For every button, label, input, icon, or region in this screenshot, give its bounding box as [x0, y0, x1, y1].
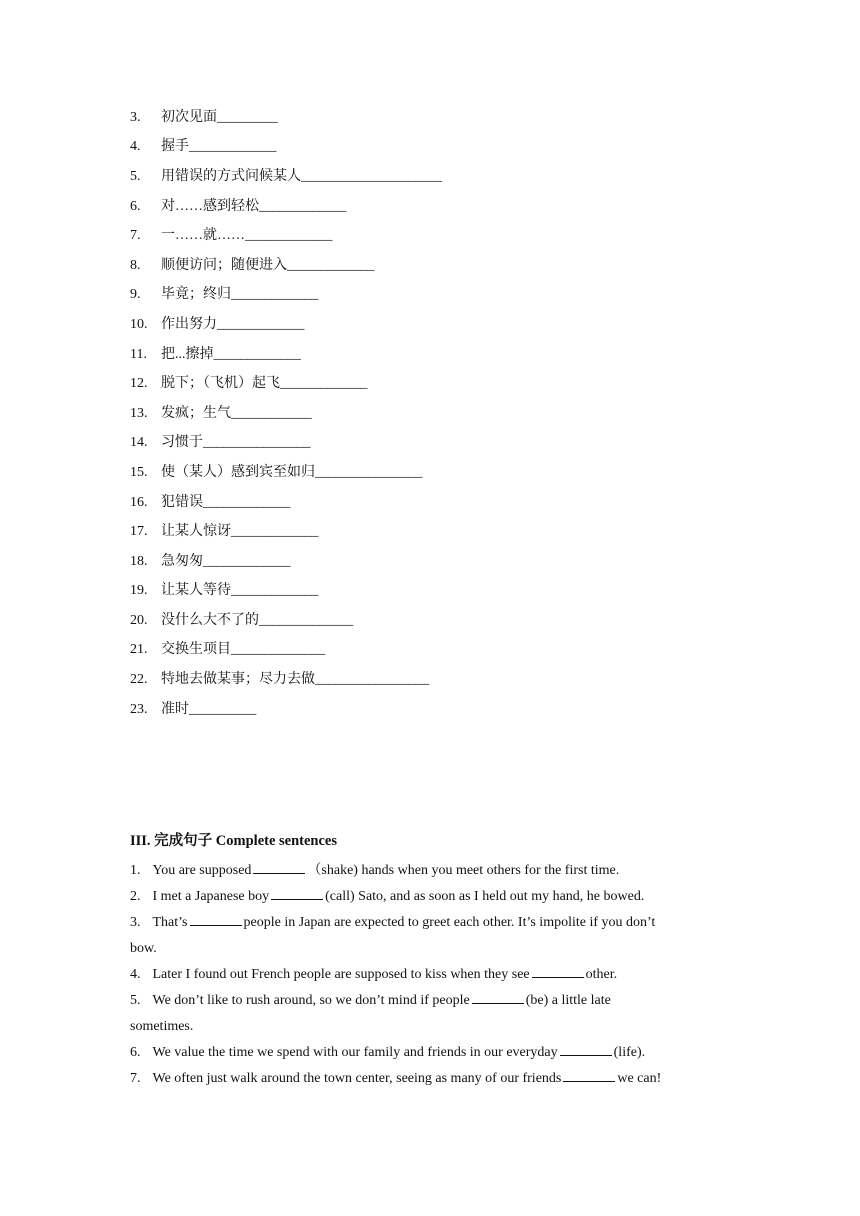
vocab-number: 7. — [130, 228, 141, 244]
vocab-number: 16. — [130, 494, 148, 510]
sentence-text: people in Japan are expected to greet each other. It’s impolite if you don’t — [243, 915, 656, 930]
vocab-blank[interactable]: _____________ — [280, 376, 368, 392]
vocab-blank[interactable]: _____________________ — [301, 168, 442, 184]
vocab-item — [130, 636, 750, 666]
sentence-item — [130, 884, 730, 910]
sentence-item — [130, 988, 730, 1040]
sentence-number: 6. — [130, 1045, 141, 1060]
vocab-text: 脱下；（飞机）起飞 — [161, 376, 280, 392]
vocab-item — [130, 251, 750, 281]
sentence-text: Later I found out French people are supposed to kiss when they see — [152, 967, 530, 982]
vocab-number: 13. — [130, 405, 148, 421]
vocab-number: 11. — [130, 346, 147, 362]
vocab-number: 9. — [130, 287, 141, 303]
vocab-number: 5. — [130, 168, 141, 184]
vocabulary-list — [130, 103, 750, 724]
sentence-continuation: bow. — [130, 941, 157, 956]
sentence-item — [130, 1040, 730, 1066]
vocab-blank[interactable]: _____________ — [217, 316, 305, 332]
vocab-item — [130, 369, 750, 399]
vocab-blank[interactable]: _____________ — [231, 583, 319, 599]
vocab-item — [130, 517, 750, 547]
sentence-number: 2. — [130, 889, 141, 904]
vocab-text: 作出努力 — [161, 316, 217, 332]
vocab-number: 19. — [130, 583, 148, 599]
vocab-item — [130, 103, 750, 133]
vocab-blank[interactable]: _____________ — [231, 524, 319, 540]
vocab-number: 8. — [130, 257, 141, 273]
answer-blank[interactable] — [563, 1067, 615, 1082]
vocab-text: 发疯；生气 — [161, 405, 231, 421]
vocab-text: 让某人等待 — [161, 583, 231, 599]
answer-blank[interactable] — [472, 989, 524, 1004]
vocab-item — [130, 340, 750, 370]
vocab-text: 对……感到轻松 — [161, 198, 259, 214]
vocab-item — [130, 399, 750, 429]
vocab-number: 21. — [130, 642, 148, 658]
vocab-item — [130, 665, 750, 695]
sentence-number: 1. — [130, 863, 141, 878]
vocab-text: 使（某人）感到宾至如归 — [161, 464, 315, 480]
sentence-number: 7. — [130, 1071, 141, 1086]
section-title: III. 完成句子 Complete sentences — [130, 833, 338, 849]
vocab-number: 6. — [130, 198, 141, 214]
vocab-number: 20. — [130, 612, 148, 628]
sentence-item — [130, 858, 730, 884]
sentence-text: You are supposed — [152, 863, 252, 878]
sentence-number: 5. — [130, 993, 141, 1008]
vocab-text: 让某人惊讶 — [161, 524, 231, 540]
vocab-item — [130, 606, 750, 636]
sentence-text: other. — [585, 967, 618, 982]
sentence-item — [130, 910, 730, 962]
vocab-blank[interactable]: ________________ — [203, 435, 311, 451]
vocab-number: 3. — [130, 109, 141, 125]
answer-blank[interactable] — [271, 885, 323, 900]
vocab-blank[interactable]: _________________ — [315, 672, 429, 688]
sentence-text: (be) a little late — [525, 993, 611, 1008]
vocab-blank[interactable]: _____________ — [287, 257, 375, 273]
answer-blank[interactable] — [532, 963, 584, 978]
vocab-text: 没什么大不了的 — [161, 612, 259, 628]
vocab-text: 犯错误 — [161, 494, 203, 510]
vocab-item — [130, 281, 750, 311]
vocab-blank[interactable]: _____________ — [213, 346, 301, 362]
vocab-blank[interactable]: _____________ — [245, 228, 333, 244]
vocab-item — [130, 133, 750, 163]
vocab-blank[interactable]: ____________ — [231, 405, 312, 421]
vocab-blank[interactable]: _____________ — [189, 139, 277, 155]
sentence-text: We often just walk around the town center, seeing as many of our friends — [152, 1071, 562, 1086]
vocab-blank[interactable]: ______________ — [231, 642, 325, 658]
vocab-number: 22. — [130, 672, 148, 688]
vocab-number: 10. — [130, 316, 148, 332]
sentence-text: That’s — [152, 915, 188, 930]
vocab-item — [130, 458, 750, 488]
vocab-item — [130, 162, 750, 192]
vocab-item — [130, 221, 750, 251]
sentence-number: 4. — [130, 967, 141, 982]
vocab-item — [130, 192, 750, 222]
vocab-blank[interactable]: _____________ — [203, 553, 291, 569]
sentence-list — [130, 858, 730, 1092]
sentence-text: (life). — [613, 1045, 646, 1060]
vocab-text: 用错误的方式问候某人 — [161, 168, 301, 184]
sentence-item — [130, 1066, 730, 1092]
vocab-text: 特地去做某事；尽力去做 — [161, 672, 315, 688]
vocab-item — [130, 488, 750, 518]
vocab-text: 顺便访问；随便进入 — [161, 257, 287, 273]
vocab-blank[interactable]: ______________ — [259, 612, 353, 628]
vocab-number: 23. — [130, 701, 148, 717]
vocab-number: 4. — [130, 139, 141, 155]
vocab-number: 15. — [130, 464, 148, 480]
sentence-number: 3. — [130, 915, 141, 930]
sentence-text: we can! — [617, 1071, 662, 1086]
vocab-blank[interactable]: _____________ — [203, 494, 291, 510]
vocab-item — [130, 310, 750, 340]
vocab-item — [130, 429, 750, 459]
vocab-text: 初次见面 — [161, 109, 217, 125]
vocab-text: 交换生项目 — [161, 642, 231, 658]
sentence-text: (call) Sato, and as soon as I held out my hand, he bowed. — [325, 889, 645, 904]
sentence-text: We value the time we spend with our family and friends in our everyday — [152, 1045, 558, 1060]
vocab-text: 一……就…… — [161, 228, 245, 244]
sentence-text: I met a Japanese boy — [152, 889, 270, 904]
vocab-text: 准时 — [161, 701, 189, 717]
vocab-blank[interactable]: _____________ — [231, 287, 319, 303]
answer-blank[interactable] — [253, 859, 305, 874]
vocab-item — [130, 547, 750, 577]
vocab-blank[interactable]: _________ — [217, 109, 278, 125]
sentence-continuation: sometimes. — [130, 1019, 194, 1034]
vocab-text: 毕竟；终归 — [161, 287, 231, 303]
sentence-text: （shake) hands when you meet others for the first time. — [307, 863, 620, 878]
vocab-blank[interactable]: ________________ — [315, 464, 423, 480]
vocab-number: 12. — [130, 376, 148, 392]
vocab-text: 习惯于 — [161, 435, 203, 451]
answer-blank[interactable] — [190, 911, 242, 926]
vocab-item — [130, 695, 750, 725]
vocab-text: 握手 — [161, 139, 189, 155]
vocab-number: 17. — [130, 524, 148, 540]
vocab-item — [130, 577, 750, 607]
sentence-text: We don’t like to rush around, so we don’t mind if people — [152, 993, 470, 1008]
vocab-blank[interactable]: __________ — [189, 701, 257, 717]
vocab-text: 把...擦掉 — [161, 346, 214, 362]
vocab-number: 14. — [130, 435, 148, 451]
answer-blank[interactable] — [560, 1041, 612, 1056]
vocab-blank[interactable]: _____________ — [259, 198, 347, 214]
vocab-text: 急匆匆 — [161, 553, 203, 569]
vocab-number: 18. — [130, 553, 148, 569]
sentence-item — [130, 962, 730, 988]
